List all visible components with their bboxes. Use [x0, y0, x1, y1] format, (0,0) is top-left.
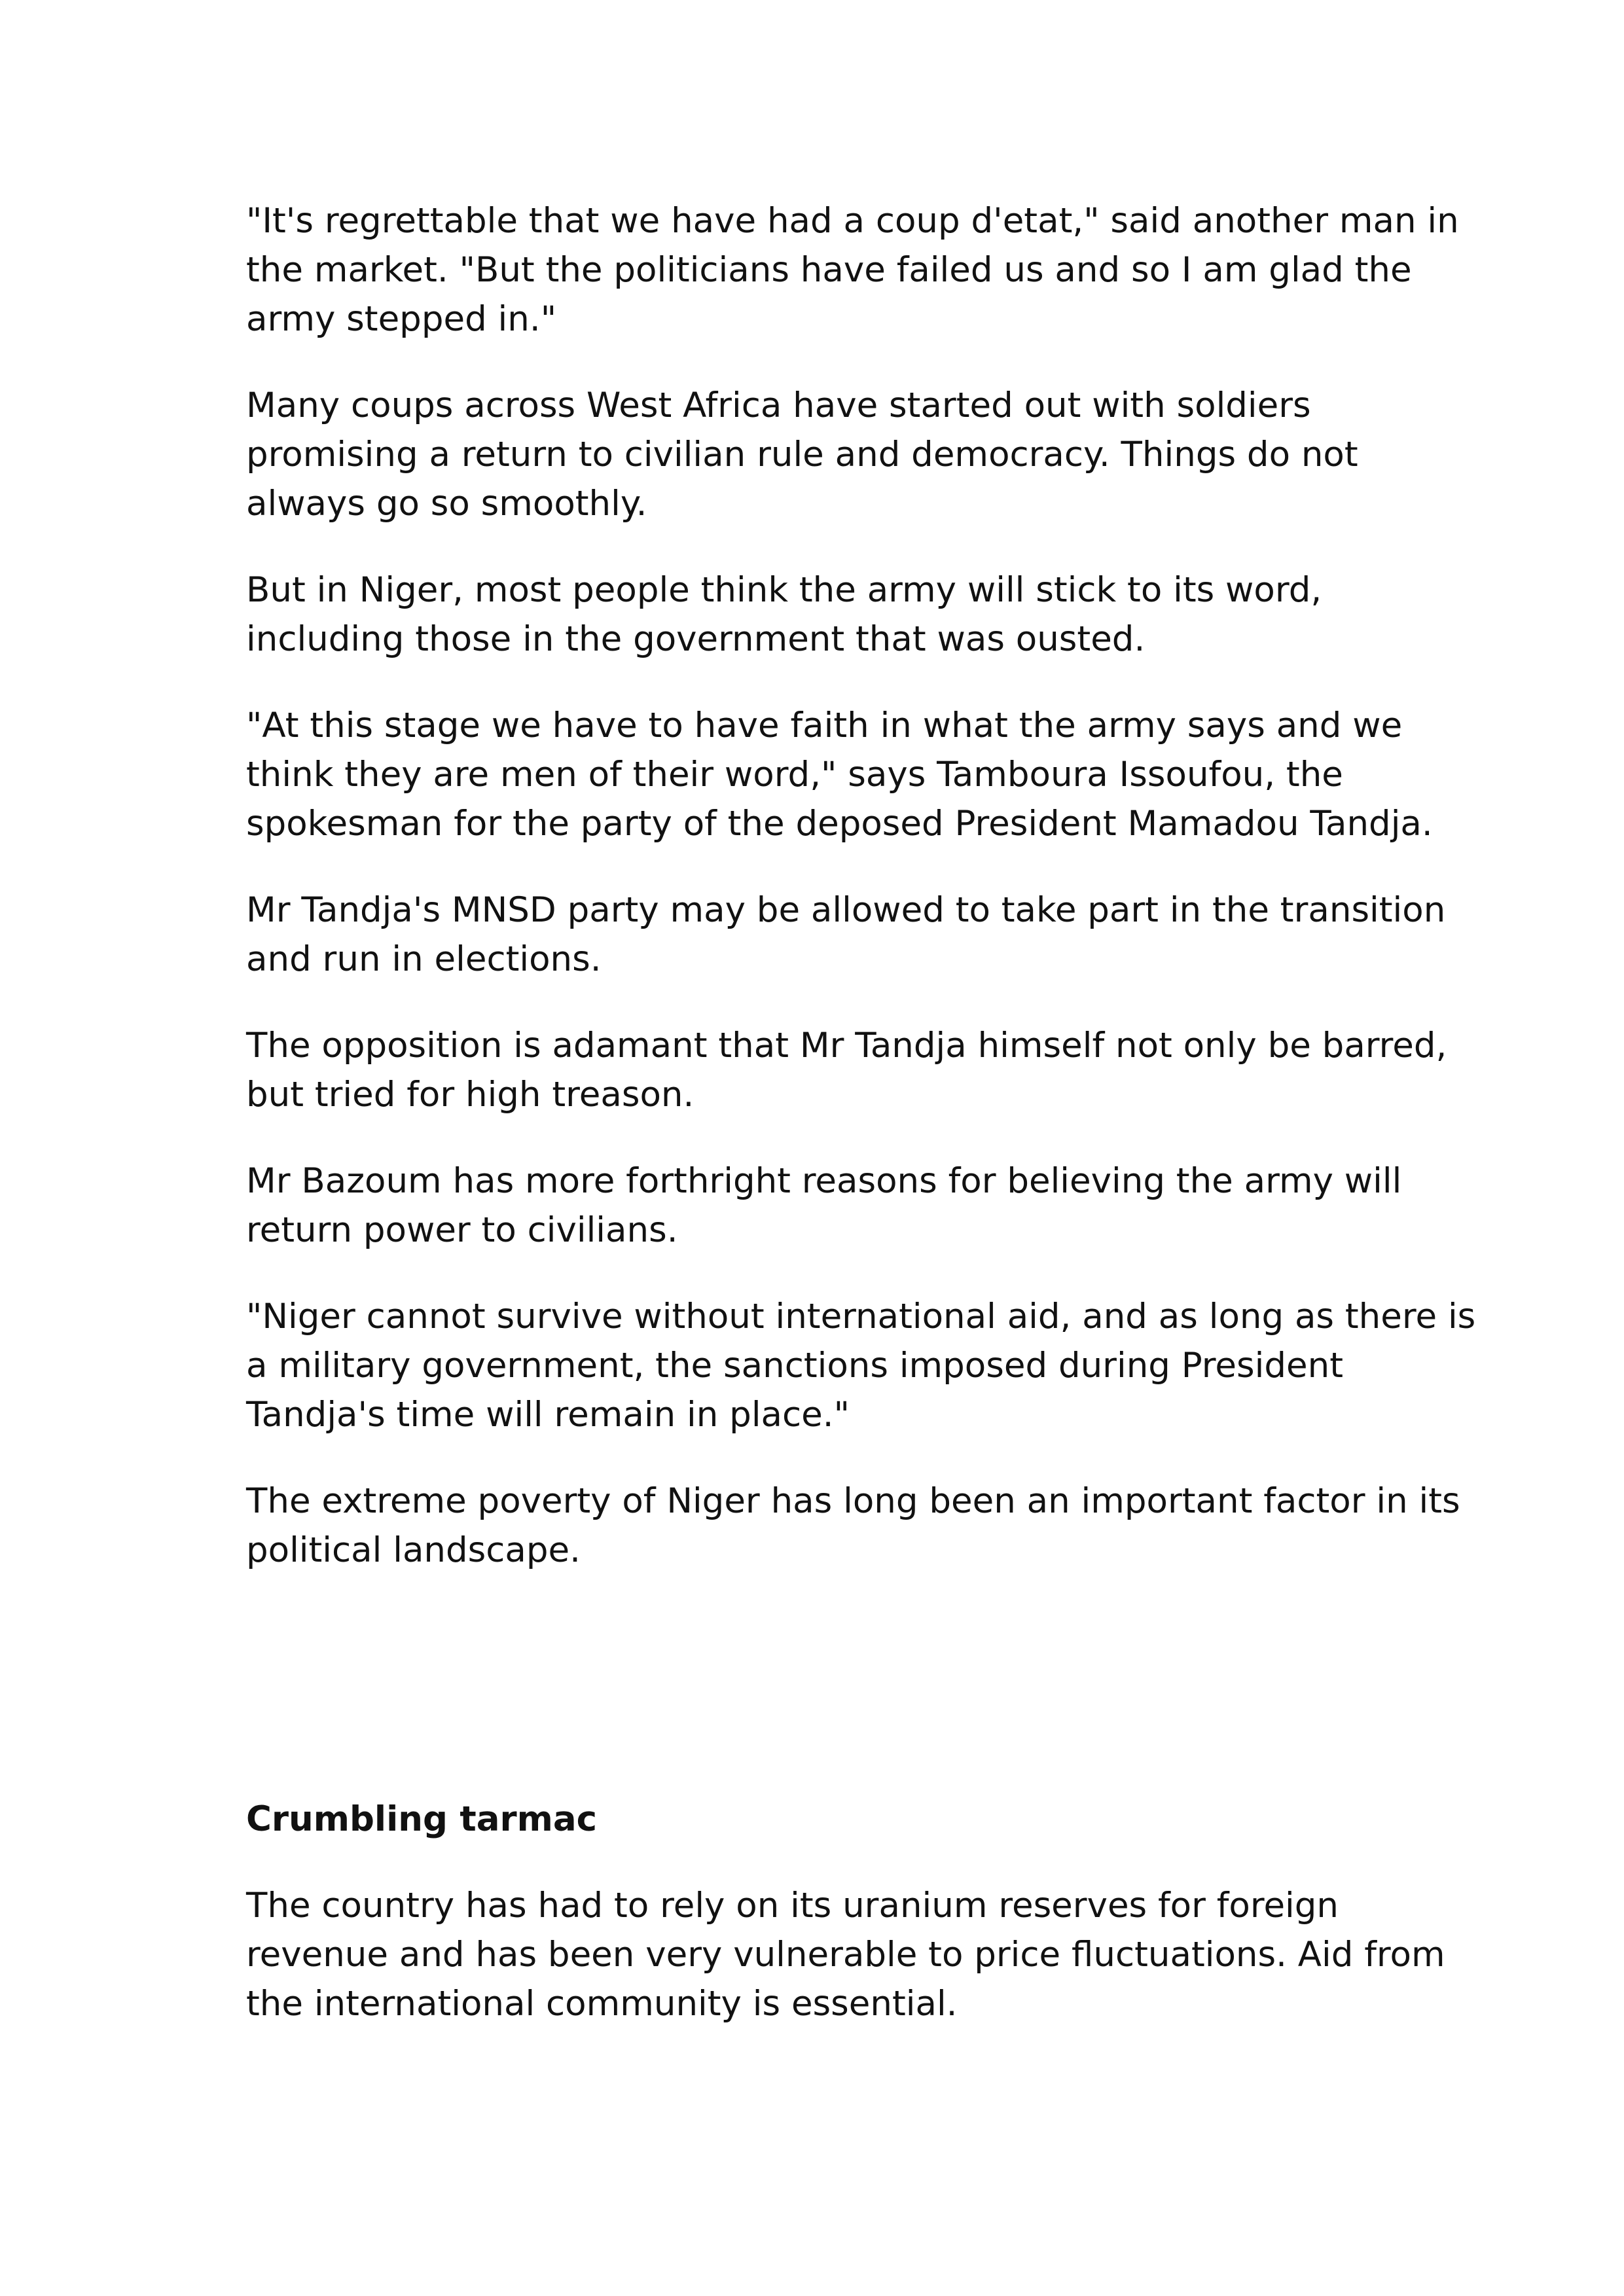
paragraph — [246, 1292, 1476, 1439]
text-line: think they are men of their word," says Tamboura Issoufou, the — [246, 755, 1343, 795]
paragraph — [246, 565, 1398, 664]
text-line: The opposition is adamant that Mr Tandja himself not only be barred, — [246, 1026, 1447, 1066]
text-line: Tandja's time will remain in place." — [246, 1395, 850, 1435]
text-line: revenue and has been very vulnerable to price fluctuations. Aid from — [246, 1935, 1445, 1975]
text-line: return power to civilians. — [246, 1210, 678, 1250]
text-line: army stepped in." — [246, 299, 557, 339]
text-line: "At this stage we have to have faith in what the army says and we — [246, 706, 1403, 745]
text-line: The country has had to rely on its uranium reserves for foreign — [246, 1886, 1339, 1926]
text-line: always go so smoothly. — [246, 484, 647, 524]
text-line: Mr Tandja's MNSD party may be allowed to take part in the transition — [246, 890, 1446, 930]
text-line: spokesman for the party of the deposed President Mamadou Tandja. — [246, 804, 1433, 844]
text-line: Many coups across West Africa have started out with soldiers — [246, 386, 1311, 425]
text-line: the market. "But the politicians have failed us and so I am glad the — [246, 250, 1412, 290]
text-line: Mr Bazoum has more forthright reasons for believing the army will — [246, 1161, 1402, 1201]
text-line: "Niger cannot survive without international aid, and as long as there is — [246, 1297, 1476, 1336]
paragraph — [246, 381, 1398, 528]
text-line: promising a return to civilian rule and democracy. Things do not — [246, 435, 1358, 475]
paragraph — [246, 701, 1433, 848]
text-line: a military government, the sanctions imposed during President — [246, 1346, 1343, 1386]
text-line: "It's regrettable that we have had a coup d'etat," said another man in — [246, 201, 1459, 241]
paragraph — [246, 886, 1446, 984]
text-line: and run in elections. — [246, 939, 602, 979]
text-line: the international community is essential. — [246, 1984, 958, 2024]
section-heading: Crumbling tarmac — [246, 1799, 598, 1839]
paragraph — [246, 1157, 1402, 1255]
article-body — [246, 196, 1476, 1612]
text-line: political landscape. — [246, 1530, 581, 1570]
paragraph — [246, 196, 1459, 344]
text-line: But in Niger, most people think the army will stick to its word, — [246, 570, 1322, 610]
paragraph — [246, 1477, 1460, 1575]
paragraph — [246, 1881, 1445, 2028]
paragraph — [246, 1021, 1447, 1119]
text-line: but tried for high treason. — [246, 1075, 695, 1115]
text-line: The extreme poverty of Niger has long been an important factor in its — [246, 1481, 1460, 1521]
text-line: including those in the government that was ousted. — [246, 619, 1146, 659]
section-body — [246, 1881, 1445, 2066]
